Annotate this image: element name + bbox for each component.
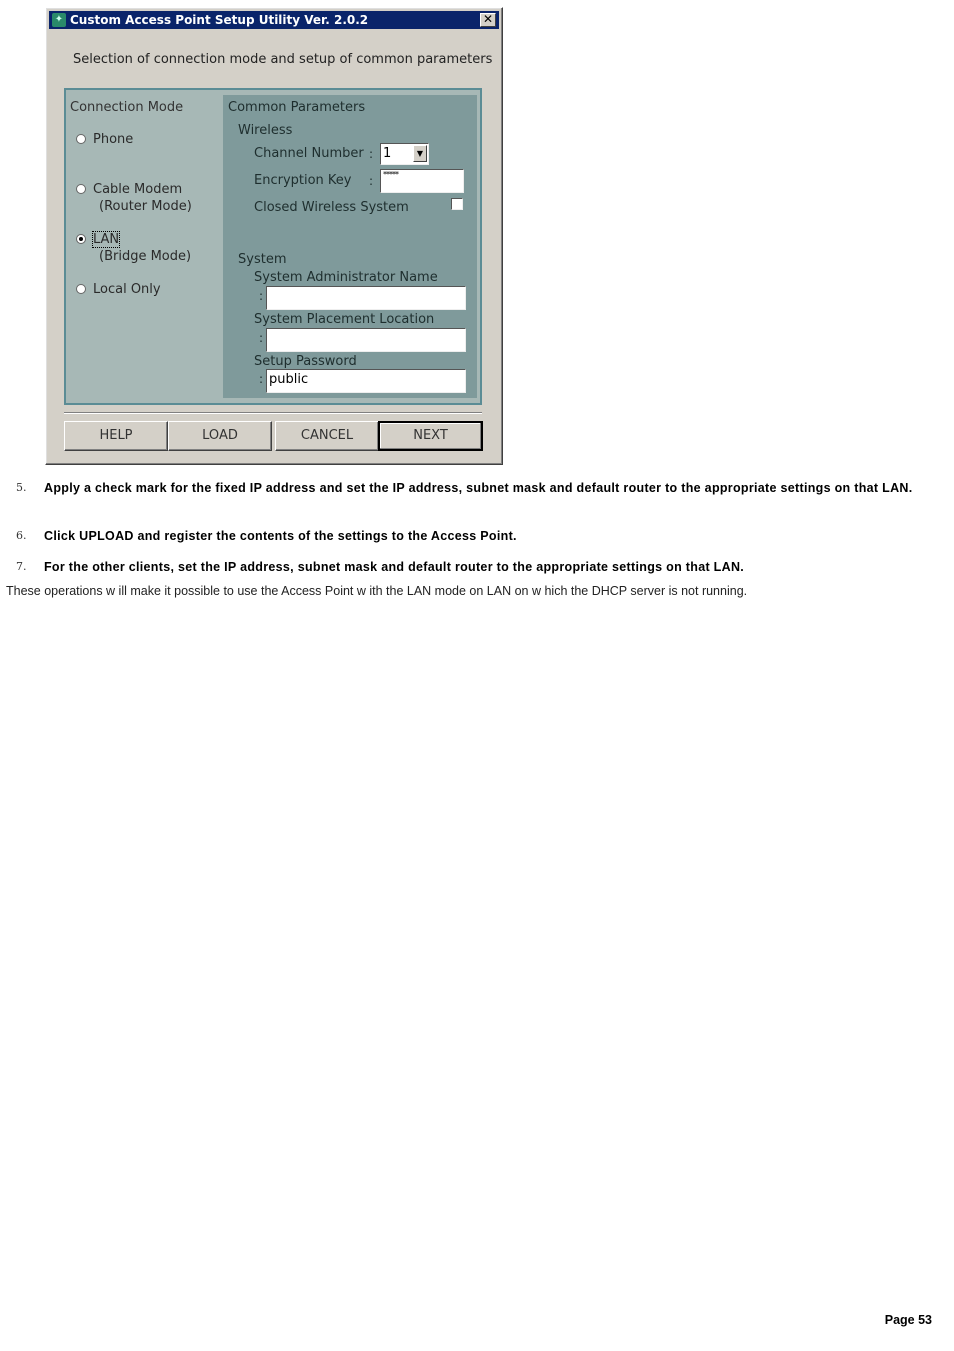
encryption-key-value: ***** (383, 170, 398, 179)
closed-wireless-checkbox[interactable] (451, 198, 463, 210)
setup-password-label: Setup Password (254, 354, 357, 369)
channel-number-label: Channel Number (254, 146, 364, 161)
step-number: 6. (16, 529, 27, 542)
radio-label: Cable Modem (93, 182, 183, 197)
common-parameters-panel (223, 95, 477, 398)
closed-wireless-label: Closed Wireless System (254, 200, 409, 215)
radio-label: Local Only (93, 282, 161, 297)
system-title: System (238, 252, 287, 267)
explanation-note: These operations w ill make it possible to use the Access Point w ith the LAN mode on LAN on w hich the DHCP server is not running. (6, 584, 748, 598)
title-bar (49, 11, 499, 29)
radio-button[interactable] (76, 184, 86, 194)
radio-label: Phone (93, 132, 134, 147)
settings-panel (64, 88, 482, 405)
colon: : (369, 147, 374, 161)
radio-button[interactable] (76, 234, 86, 244)
radio-button[interactable] (76, 134, 86, 144)
admin-name-input[interactable] (266, 286, 466, 310)
chevron-down-icon[interactable]: ▼ (413, 145, 427, 162)
radio-sublabel: (Router Mode) (99, 199, 192, 214)
next-button[interactable]: NEXT (378, 421, 483, 451)
wireless-title: Wireless (238, 123, 293, 138)
setup-password-input[interactable]: public (266, 369, 466, 393)
page-number: Page 53 (884, 1313, 932, 1327)
common-parameters-title: Common Parameters (228, 100, 366, 115)
window-title: Custom Access Point Setup Utility Ver. 2.0.2 (70, 13, 369, 27)
radio-button[interactable] (76, 284, 86, 294)
app-icon: ✦ (52, 13, 66, 27)
step-number: 7. (16, 560, 27, 573)
setup-utility-dialog (45, 7, 503, 465)
step-text: Apply a check mark for the fixed IP address and set the IP address, subnet mask and default router to the appropriate settings on that LAN. (44, 481, 913, 495)
dialog-subtitle: Selection of connection mode and setup of common parameters (73, 52, 493, 67)
load-button[interactable]: LOAD (168, 421, 272, 451)
radio-sublabel: (Bridge Mode) (99, 249, 192, 264)
colon: : (259, 331, 264, 345)
step-text: For the other clients, set the IP address, subnet mask and default router to the appropriate settings on that LAN. (44, 560, 745, 574)
cancel-button[interactable]: CANCEL (275, 421, 379, 451)
help-button[interactable]: HELP (64, 421, 168, 451)
channel-number-select[interactable] (380, 143, 429, 165)
channel-number-value: 1 (383, 146, 392, 161)
button-separator (64, 412, 482, 414)
placement-location-label: System Placement Location (254, 312, 435, 327)
step-number: 5. (16, 481, 27, 494)
placement-location-input[interactable] (266, 328, 466, 352)
step-text: Click UPLOAD and register the contents of the settings to the Access Point. (44, 529, 517, 543)
admin-name-label: System Administrator Name (254, 270, 438, 285)
radio-label: LAN (93, 232, 120, 247)
encryption-key-label: Encryption Key (254, 173, 352, 188)
close-button[interactable]: ✕ (480, 13, 496, 27)
colon: : (259, 289, 264, 303)
connection-mode-title: Connection Mode (70, 100, 184, 115)
colon: : (259, 372, 264, 386)
encryption-key-input[interactable] (380, 169, 464, 193)
colon: : (369, 174, 374, 188)
